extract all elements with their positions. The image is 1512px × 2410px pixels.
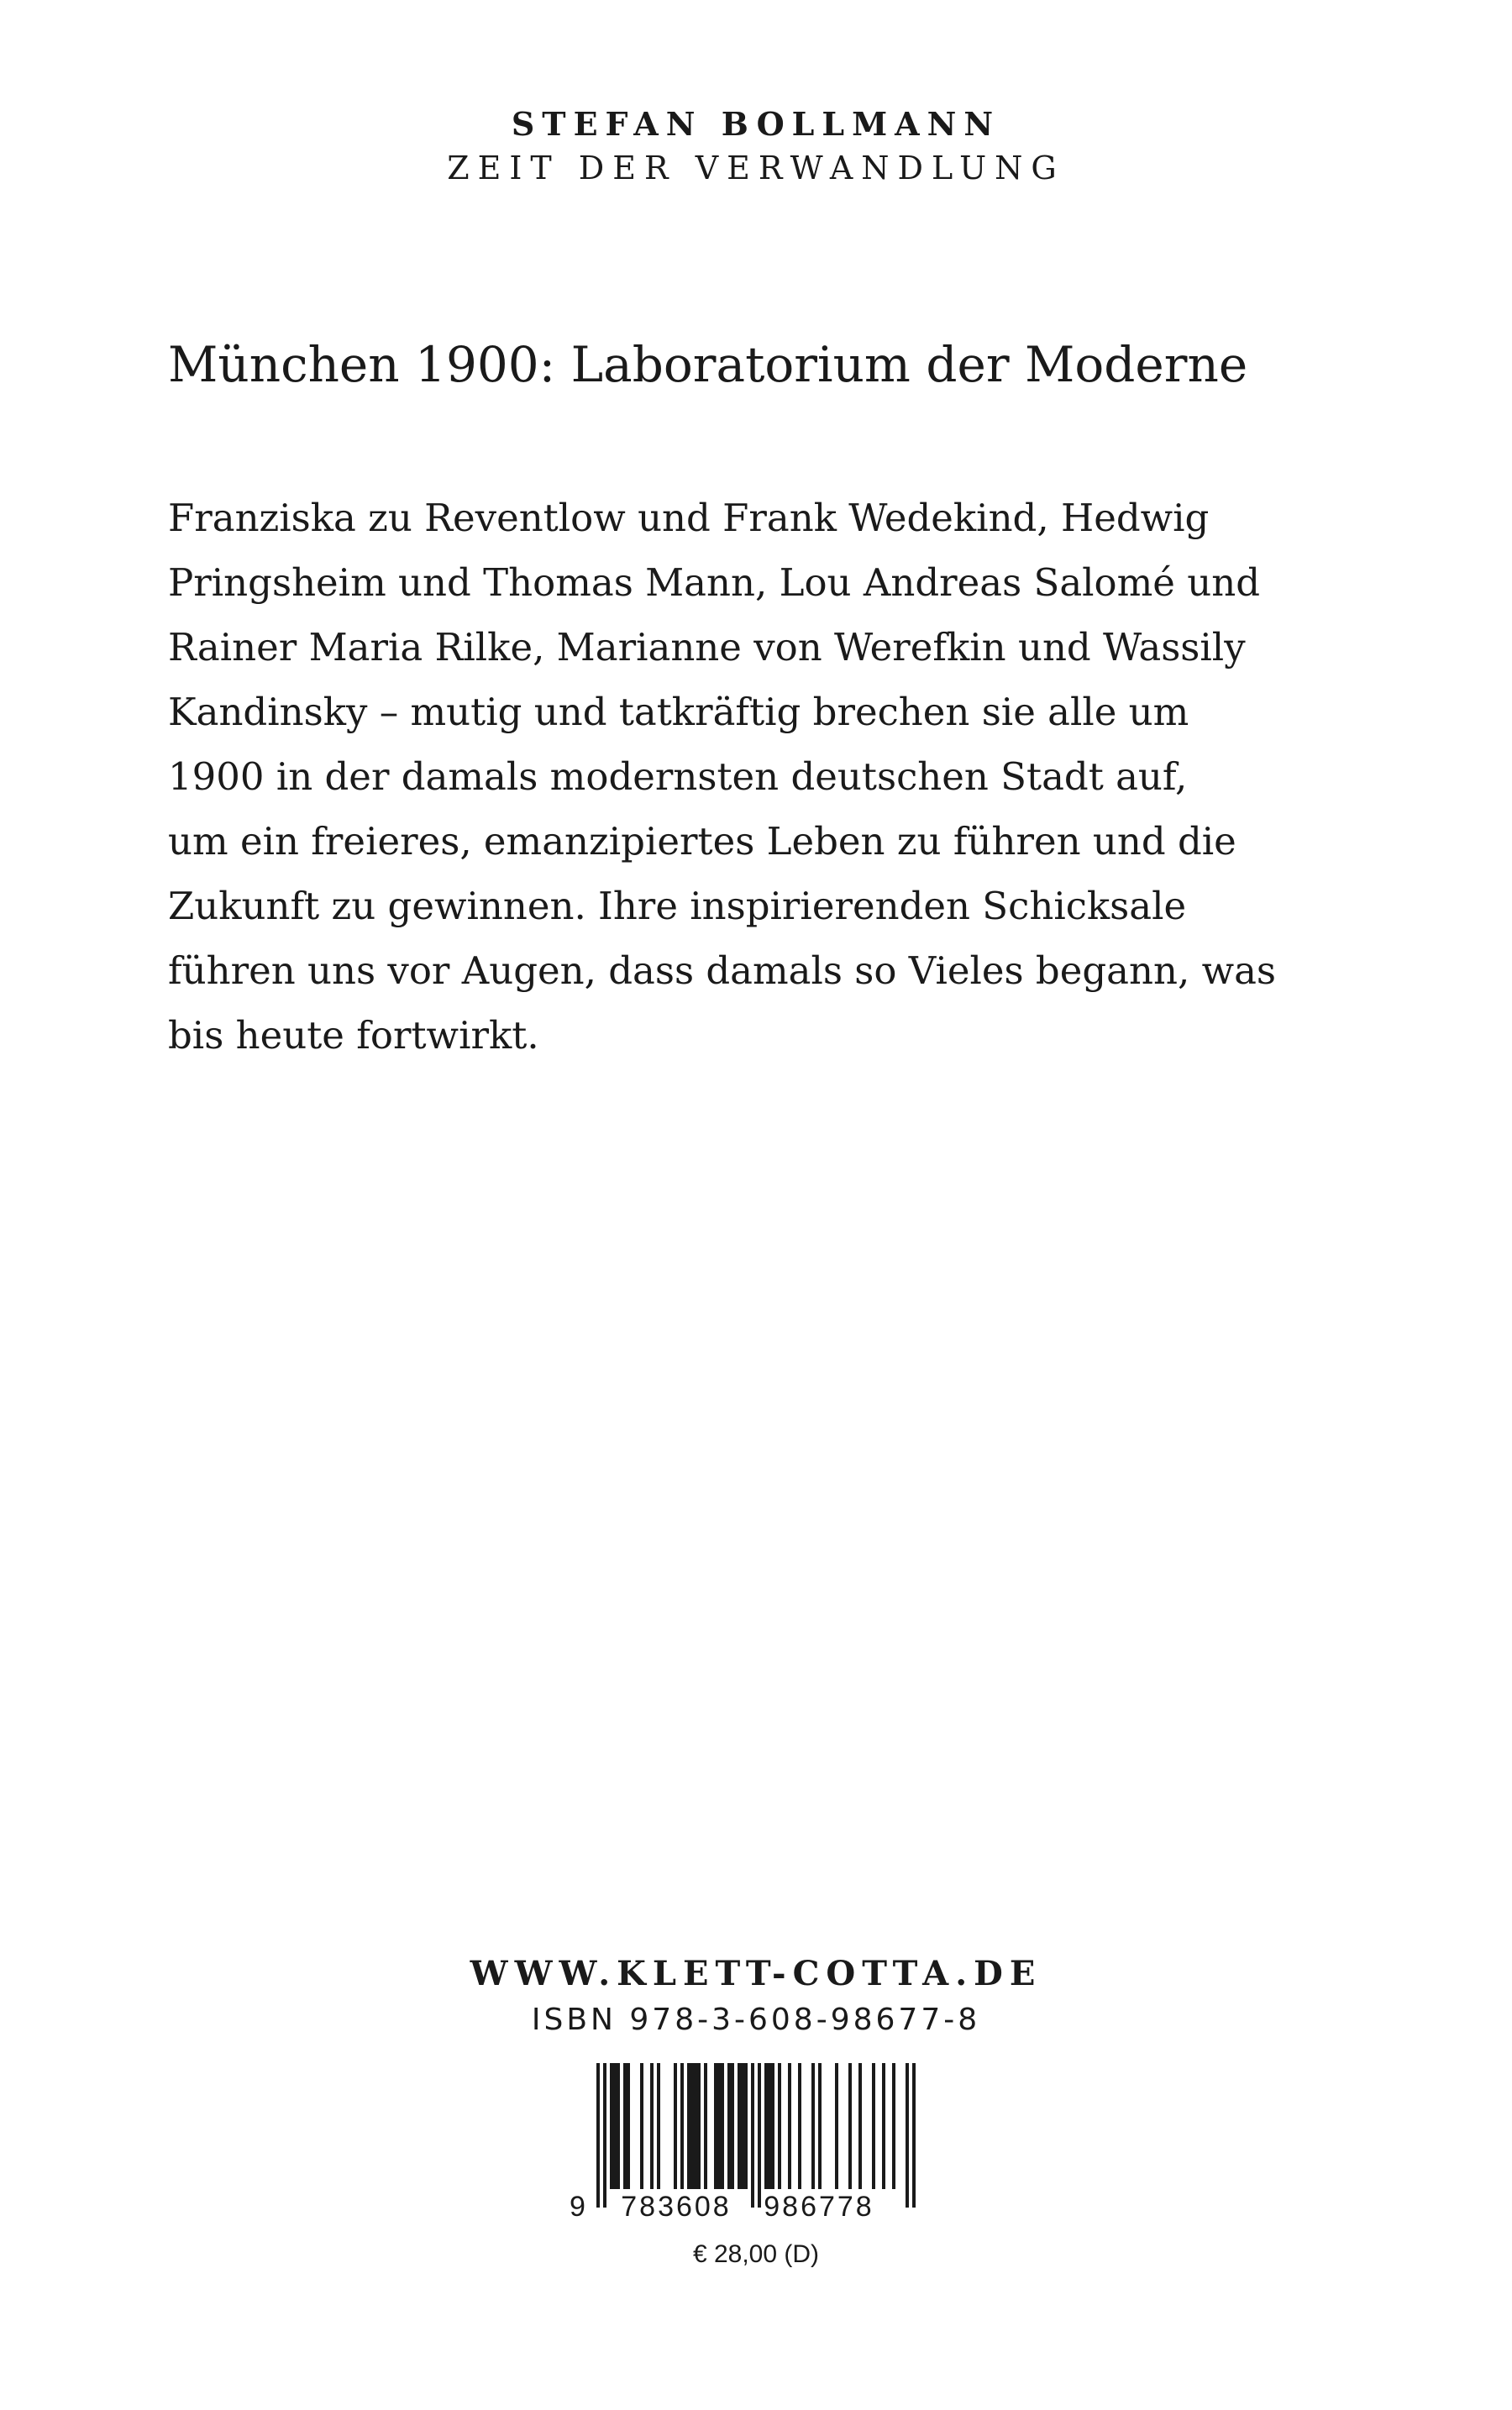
barcode-bar xyxy=(818,2063,822,2189)
barcode-bar xyxy=(741,2063,744,2189)
barcode-bar xyxy=(610,2063,613,2189)
barcode-bar xyxy=(882,2063,885,2189)
blurb-line: um ein freieres, emanzipiertes Leben zu führen und die xyxy=(168,819,1236,864)
barcode-lead-digit: 9 xyxy=(570,2191,585,2223)
blurb-line: Rainer Maria Rilke, Marianne von Werefkin und Wassily xyxy=(168,625,1246,669)
barcode-bar xyxy=(798,2063,801,2189)
book-subtitle: München 1900: Laboratorium der Moderne xyxy=(168,336,1248,393)
blurb-line: Zukunft zu gewinnen. Ihre inspirierenden Schicksale xyxy=(168,884,1187,928)
barcode-left-digits: 783608 xyxy=(621,2191,732,2223)
barcode-bar xyxy=(738,2063,741,2189)
barcode-bar xyxy=(657,2063,660,2189)
barcode-bar xyxy=(848,2063,852,2189)
barcode-bar xyxy=(674,2063,677,2189)
book-title: ZEIT DER VERWANDLUNG xyxy=(447,150,1065,186)
barcode-bar xyxy=(714,2063,717,2189)
barcode-bar xyxy=(717,2063,721,2189)
barcode-bar xyxy=(617,2063,620,2189)
barcode xyxy=(561,2060,951,2228)
blurb-line: führen uns vor Augen, dass damals so Vieles begann, was xyxy=(168,948,1277,993)
barcode-bar xyxy=(764,2063,768,2189)
publisher-footer xyxy=(0,1951,1512,2043)
publisher-website: WWW.KLETT-COTTA.DE xyxy=(470,1954,1042,1993)
barcode-bar xyxy=(596,2063,600,2208)
barcode-bar xyxy=(627,2063,630,2189)
blurb-text xyxy=(168,486,1361,1068)
barcode-bar xyxy=(751,2063,754,2208)
barcode-bar xyxy=(623,2063,627,2189)
barcode-bar xyxy=(704,2063,707,2189)
blurb-line: Pringsheim und Thomas Mann, Lou Andreas Salomé und xyxy=(168,560,1261,605)
blurb-line: Franziska zu Reventlow und Frank Wedekind, Hedwig xyxy=(168,496,1210,540)
isbn-number: ISBN 978-3-608-98677-8 xyxy=(531,2003,981,2037)
barcode-bar xyxy=(744,2063,748,2189)
barcode-bar xyxy=(697,2063,701,2189)
barcode-bar xyxy=(771,2063,774,2189)
barcode-bar xyxy=(603,2063,606,2208)
barcode-bar xyxy=(758,2063,761,2208)
barcode-bar xyxy=(694,2063,697,2189)
blurb-line: Kandinsky – mutig und tatkräftig brechen sie alle um xyxy=(168,690,1189,734)
barcode-right-digits: 986778 xyxy=(764,2191,874,2223)
blurb-line: 1900 in der damals modernsten deutschen Stadt auf, xyxy=(168,754,1188,799)
barcode-bar xyxy=(690,2063,694,2189)
barcode-bar xyxy=(858,2063,862,2189)
barcode-bar xyxy=(906,2063,909,2208)
barcode-bar xyxy=(727,2063,731,2189)
cover-header xyxy=(0,102,1512,190)
barcode-bar xyxy=(687,2063,690,2189)
barcode-bar xyxy=(680,2063,684,2189)
barcode-bar xyxy=(613,2063,617,2189)
barcode-bar xyxy=(872,2063,875,2189)
barcode-bars xyxy=(596,2063,916,2208)
barcode-bar xyxy=(640,2063,643,2189)
blurb-line: bis heute fortwirkt. xyxy=(168,1013,539,1058)
barcode-bar xyxy=(912,2063,916,2208)
barcode-bar xyxy=(788,2063,791,2189)
barcode-bar xyxy=(731,2063,734,2189)
barcode-bar xyxy=(811,2063,815,2189)
barcode-bar xyxy=(835,2063,838,2189)
barcode-bar xyxy=(721,2063,724,2189)
barcode-bar xyxy=(650,2063,654,2189)
barcode-bar xyxy=(778,2063,781,2189)
price-label: € 28,00 (D) xyxy=(692,2240,820,2268)
author-name: STEFAN BOLLMANN xyxy=(511,105,1001,143)
barcode-bar xyxy=(768,2063,771,2189)
barcode-bar xyxy=(892,2063,895,2189)
